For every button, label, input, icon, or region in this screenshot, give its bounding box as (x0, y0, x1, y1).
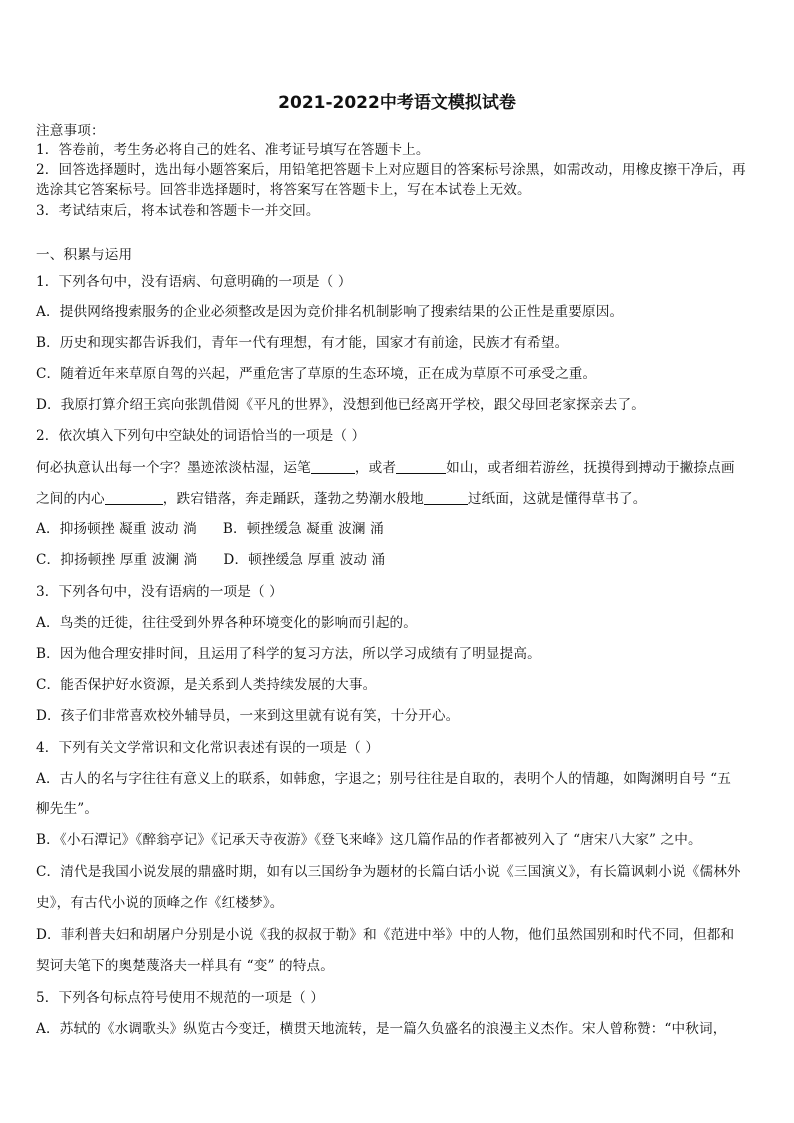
section-heading: 一、积累与运用 (36, 247, 133, 263)
question-5-stem: 5．下列各句标点符号使用不规范的一项是（ ） (36, 990, 325, 1006)
question-2-passage-line-1 (36, 458, 762, 478)
question-3-option-c: C．能否保护好水资源，是关系到人类持续发展的大事。 (36, 677, 377, 693)
passage-text: 何必执意认出每一个字？墨迹浓淡枯湿，运笔 (36, 460, 311, 476)
notice-item-1: 1．答卷前，考生务必将自己的姓名、准考证号填写在答题卡上。 (36, 142, 430, 158)
question-2-stem: 2．依次填入下列句中空缺处的词语恰当的一项是（ ） (36, 428, 366, 444)
question-1-option-b: B．历史和现实都告诉我们，青年一代有理想，有才能，国家才有前途，民族才有希望。 (36, 335, 569, 351)
question-3-option-d: D．孩子们非常喜欢校外辅导员，一来到这里就有说有笑，十分开心。 (36, 708, 460, 724)
notice-item-3: 3．考试结束后，将本试卷和答题卡一并交回。 (36, 203, 320, 219)
fill-blank-1 (311, 459, 355, 474)
question-4-option-b: B．《小石潭记》《醉翁亭记》《记承天寺夜游》《登飞来峰》这几篇作品的作者都被列入了 “唐宋八大家” 之中。 (36, 832, 702, 848)
question-1-option-d: D．我原打算介绍王宾向张凯借阅《平凡的世界》，没想到他已经离开学校，跟父母回老家探亲去了。 (36, 397, 645, 413)
question-2-option-b: B．顿挫缓急 凝重 波澜 涌 (222, 521, 384, 537)
passage-text: 之间的内心 (36, 491, 105, 507)
fill-blank-2 (396, 459, 446, 474)
question-1-option-a: A．提供网络搜索服务的企业必须整改是因为竞价排名机制影响了搜索结果的公正性是重要原因。 (36, 304, 624, 320)
question-2-option-a: A．抑扬顿挫 凝重 波动 淌 (36, 521, 197, 537)
question-3-option-b: B．因为他合理安排时间，且运用了科学的复习方法，所以学习成绩有了明显提高。 (36, 646, 541, 662)
page-title: 2021-2022中考语文模拟试卷 (278, 93, 516, 113)
question-4-option-c-line-2: 史》，有古代小说的顶峰之作《红楼梦》。 (36, 895, 284, 911)
question-4-option-a-line-2: 柳先生”。 (36, 801, 99, 817)
question-1-option-c: C．随着近年来草原自驾的兴起，严重危害了草原的生态环境，正在成为草原不可承受之重。 (36, 366, 597, 382)
question-4-option-d-line-2: 契诃夫笔下的奥楚蔑洛夫一样具有 “变” 的特点。 (36, 958, 335, 974)
passage-text: ，或者 (354, 460, 397, 476)
question-5-option-a-line-1: A．苏轼的《水调歌头》纵览古今变迁，横贯天地流转，是一篇久负盛名的浪漫主义杰作。宋人曾称赞：“中秋词， (36, 1021, 727, 1037)
passage-text: ，跌宕错落，奔走踊跃，蓬勃之势潮水般地 (162, 491, 424, 507)
question-2-passage-line-2 (36, 489, 762, 509)
passage-text: 如山，或者细若游丝，抚摸得到搏动于撇捺点画 (446, 460, 735, 476)
question-4-stem: 4．下列有关文学常识和文化常识表述有误的一项是（ ） (36, 740, 380, 756)
notice-heading: 注意事项： (36, 123, 105, 139)
notice-item-2-line-2: 选涂其它答案标号。回答非选择题时，将答案写在答题卡上，写在本试卷上无效。 (36, 182, 531, 198)
notice-item-2-line-1: 2．回答选择题时，选出每小题答案后，用铅笔把答题卡上对应题目的答案标号涂黑，如需改动，用橡皮擦干净后，再 (36, 162, 746, 178)
question-4-option-a-line-1: A．古人的名与字往往有意义上的联系，如韩愈，字退之；别号往往是自取的，表明个人的情趣，如陶渊明自号 “五 (36, 771, 731, 787)
fill-blank-4 (424, 490, 468, 505)
question-4-option-c-line-1: C．清代是我国小说发展的鼎盛时期，如有以三国纷争为题材的长篇白话小说《三国演义》，有长篇讽刺小说《儒林外 (36, 864, 741, 880)
question-3-option-a: A．鸟类的迁徙，往往受到外界各种环境变化的影响而引起的。 (36, 615, 418, 631)
question-4-option-d-line-1: D．菲利普夫妇和胡屠户分别是小说《我的叔叔于勒》和《范进中举》中的人物，他们虽然国别和时代不同，但都和 (36, 927, 735, 943)
question-2-option-d: D．顿挫缓急 厚重 波动 涌 (223, 552, 386, 568)
question-1-stem: 1．下列各句中，没有语病、句意明确的一项是（ ） (36, 274, 352, 290)
question-3-stem: 3．下列各句中，没有语病的一项是（ ） (36, 584, 283, 600)
fill-blank-3 (105, 490, 163, 505)
question-2-options-row-1 (36, 519, 762, 539)
question-2-options-row-2 (36, 550, 762, 570)
question-2-option-c: C．抑扬顿挫 厚重 波澜 淌 (36, 552, 198, 568)
passage-text: 过纸面，这就是懂得草书了。 (467, 491, 647, 507)
